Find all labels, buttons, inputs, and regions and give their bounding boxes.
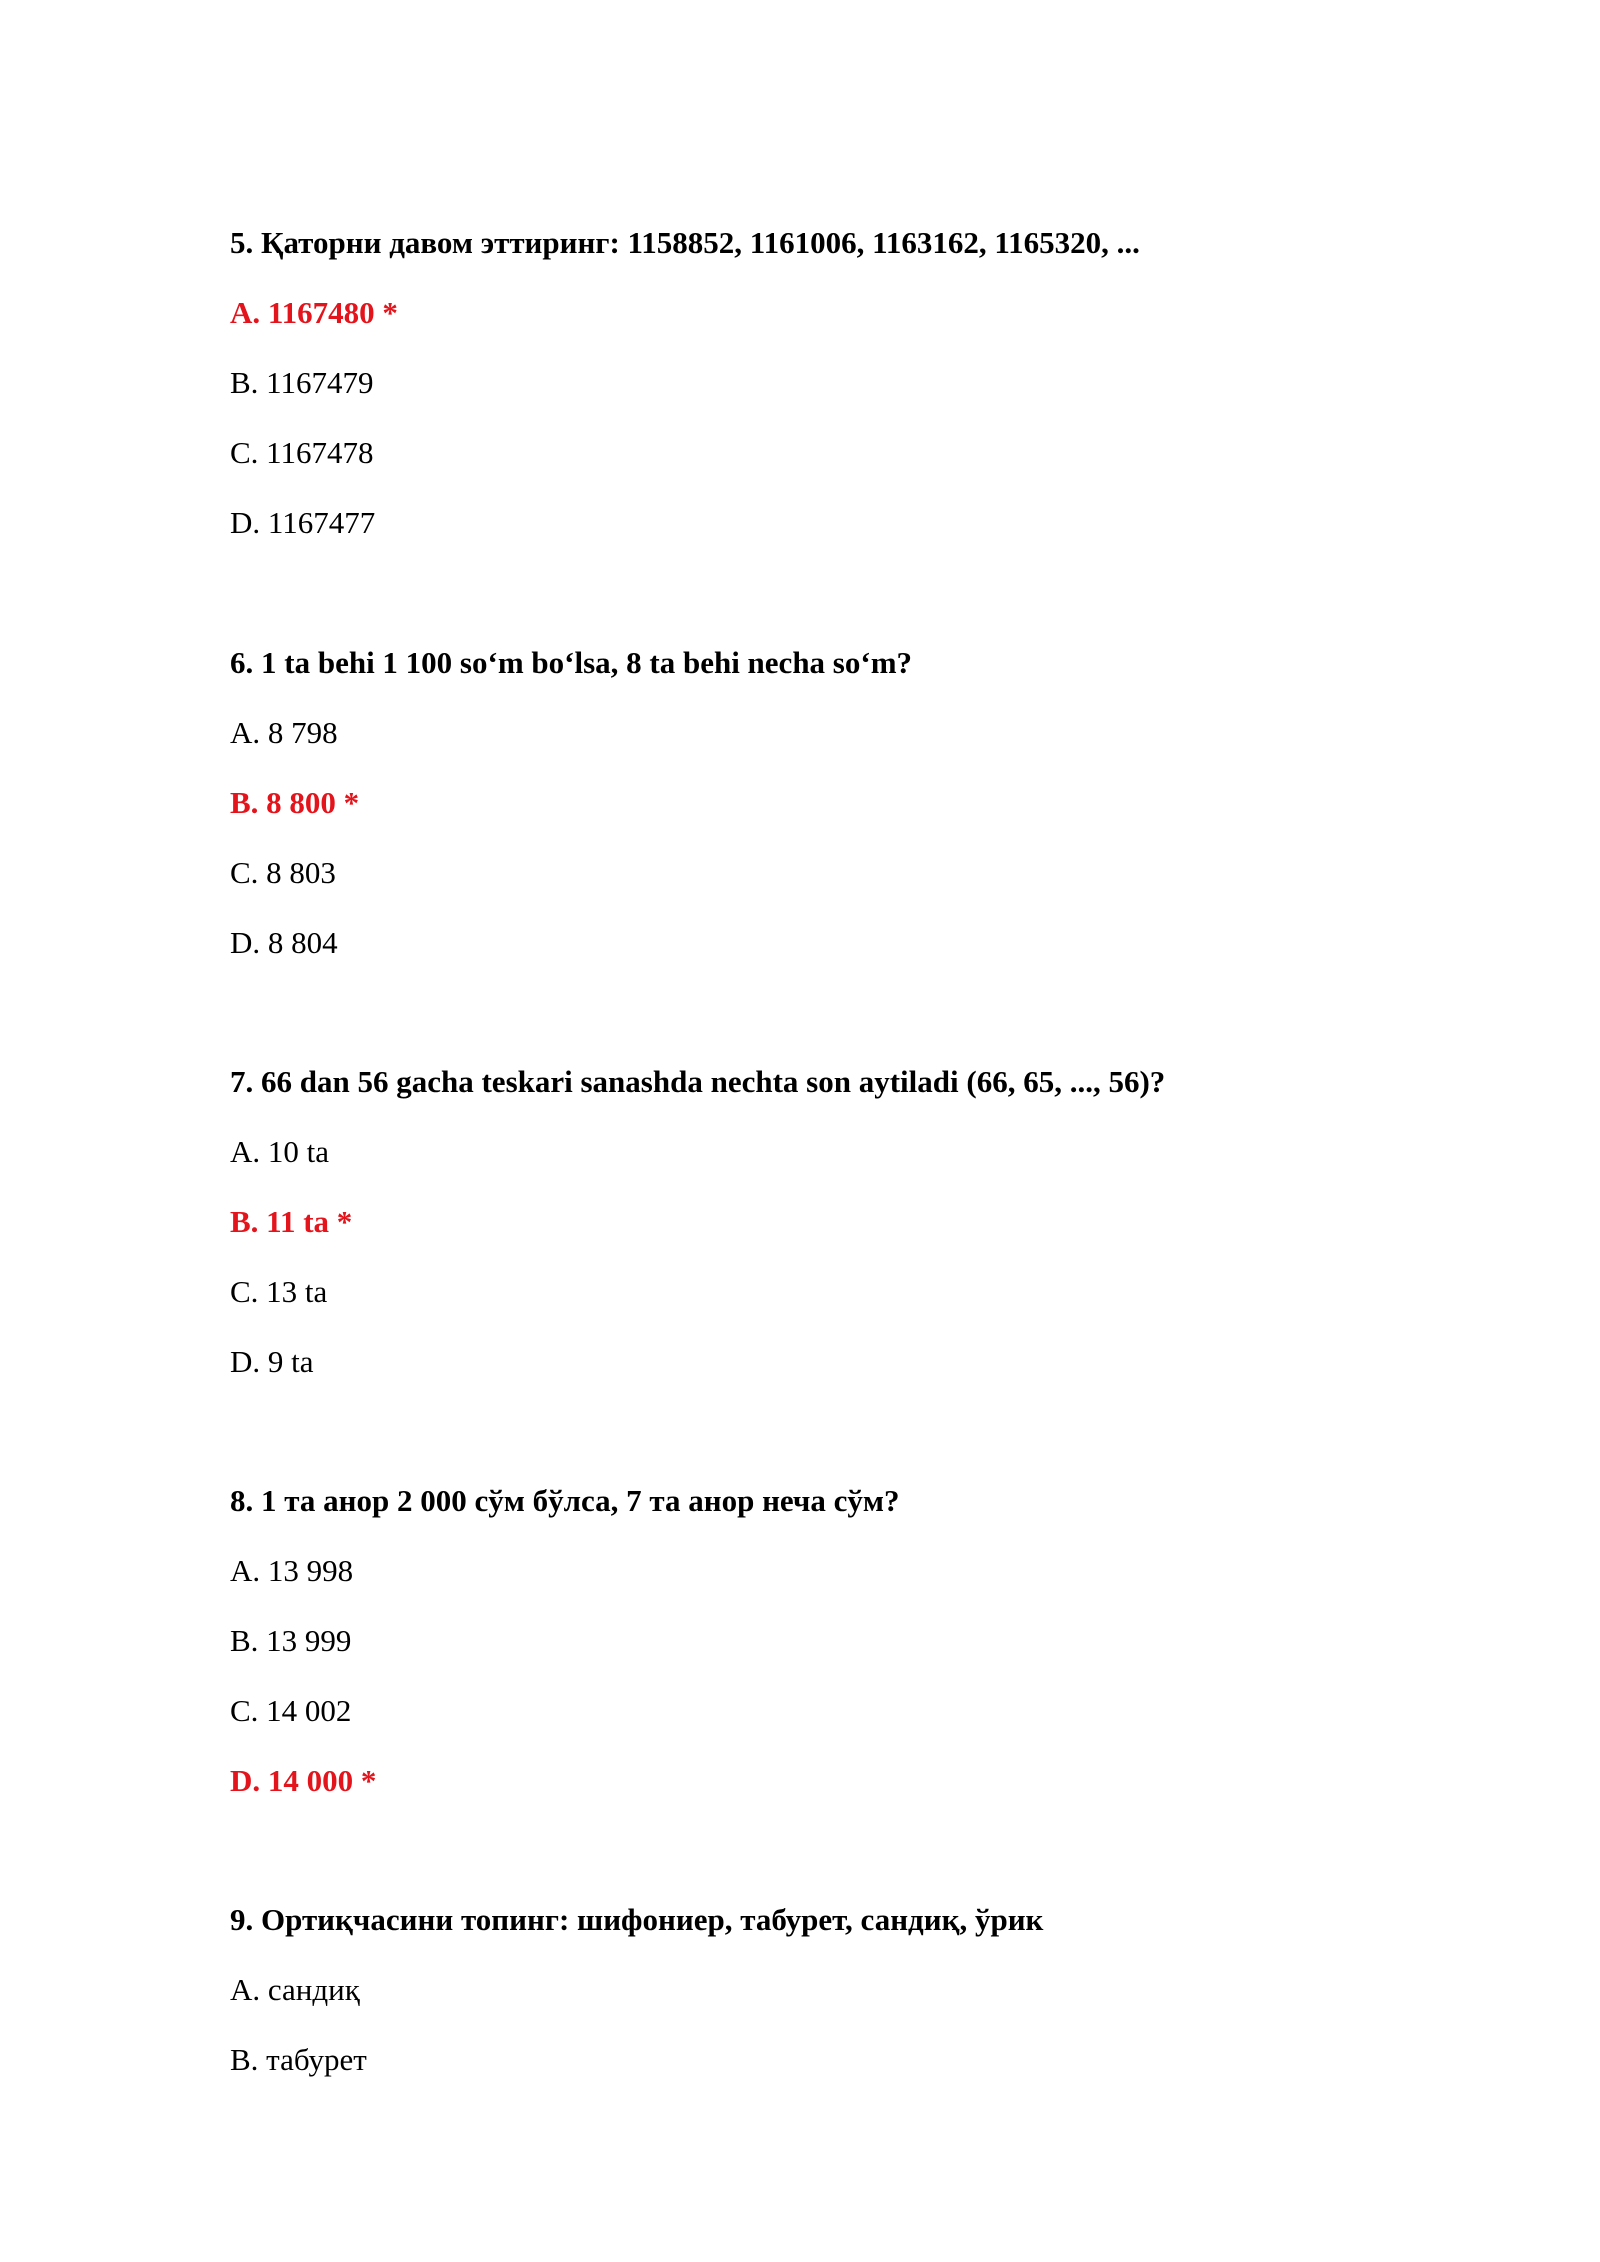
question-7 (230, 1057, 1430, 1407)
question-text: 6. 1 ta behi 1 100 so‘m bo‘lsa, 8 ta behi necha so‘m? (230, 645, 913, 680)
question-text: 8. 1 та анор 2 000 сўм бўлса, 7 та анор неча сўм? (230, 1483, 900, 1518)
option-a: A. 8 798 (230, 715, 338, 750)
question-8 (230, 1476, 1430, 1826)
option-d: D. 9 ta (230, 1344, 314, 1379)
option-a: A. сандиқ (230, 1972, 360, 2007)
option-b: B. 1167479 (230, 365, 374, 400)
option-b: B. 13 999 (230, 1623, 352, 1658)
question-text: 9. Ортиқчасини топинг: шифониер, табурет, сандиқ, ўрик (230, 1902, 1044, 1937)
option-a: A. 13 998 (230, 1553, 354, 1588)
option-a-correct: A. 1167480 * (230, 295, 398, 330)
question-5 (230, 218, 1430, 568)
question-text: 7. 66 dan 56 gacha teskari sanashda nechta son aytiladi (66, 65, ..., 56)? (230, 1064, 1166, 1099)
question-6 (230, 638, 1430, 988)
question-text: 5. Қаторни давом эттиринг: 1158852, 1161006, 1163162, 1165320, ... (230, 225, 1140, 260)
option-b-correct: B. 8 800 * (230, 785, 360, 820)
option-d: D. 8 804 (230, 925, 338, 960)
option-a: A. 10 ta (230, 1134, 330, 1169)
question-9 (230, 1895, 1430, 2105)
option-c: C. 14 002 (230, 1693, 352, 1728)
option-c: C. 1167478 (230, 435, 374, 470)
option-b: B. табурет (230, 2042, 367, 2077)
option-b-correct: B. 11 ta * (230, 1204, 353, 1239)
option-c: C. 8 803 (230, 855, 336, 890)
option-d: D. 1167477 (230, 505, 376, 540)
option-d-correct: D. 14 000 * (230, 1763, 377, 1798)
option-c: C. 13 ta (230, 1274, 328, 1309)
